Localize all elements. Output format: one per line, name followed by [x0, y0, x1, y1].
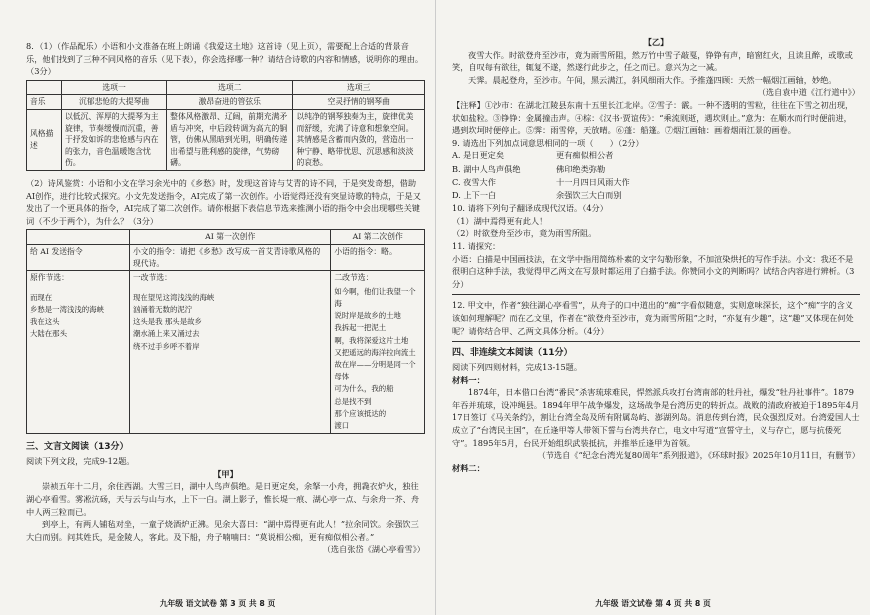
poem-line: 故在岸——分明是同一个母体: [334, 359, 416, 382]
poem-line: 如今啊，他们让我望一个海: [334, 286, 416, 308]
music-table-cell: 激昂奋进的管弦乐: [167, 95, 293, 110]
q8-part1: 8．（1）（作品配乐）小语和小文准备在班上朗诵《我爱这土地》这首诗（见上页），需要配上合适的背景音乐，他们找到了三种不同风格的音乐（见下表），你会选择哪一种？请结合诗歌的内容和情感，说明你的理由。（3分）: [26, 41, 424, 77]
question-11: 11. 请探究：: [452, 240, 501, 251]
poem-line: 我在这头: [30, 317, 60, 327]
question-9: 9. 请选出下列加点词意思相同的一项（ ）（2分）: [452, 137, 644, 148]
option-right: 佛印绝类弥勒: [556, 163, 606, 174]
poem-line: 我拆起一把泥土: [334, 323, 387, 333]
option-left: D. 上下一白: [452, 189, 497, 200]
passage-jia-source: （选自张岱《湖心亭看雪》）: [322, 544, 425, 555]
question-10-1: （1）湖中焉得更有此人！: [452, 215, 548, 226]
question-10-2: （2）时欲登舟至沙市，竟为雨雪所阻。: [452, 228, 597, 239]
poem-line: 渡口: [334, 420, 350, 430]
q9-option-d: [452, 189, 860, 202]
music-table-header: 选项二: [167, 80, 293, 95]
ai-table-cell: [27, 271, 130, 434]
q9-option-c: [452, 176, 860, 189]
ai-table-header: [27, 230, 130, 245]
divider: [452, 294, 860, 295]
ai-table-cell: [331, 271, 425, 434]
question-10: 10. 请将下列句子翻译成现代汉语。（4分）: [452, 203, 608, 214]
poem-line: 说时岸是故乡的土地: [334, 311, 401, 321]
section-3-title: 三、文言文阅读（13分）: [26, 442, 129, 453]
music-table-cell: 风格描述: [27, 109, 62, 170]
page-footer: 九年级 语文试卷 第 4 页 共 8 页: [595, 599, 711, 608]
section-3-intro: 阅读下列文段，完成9-12题。: [26, 456, 135, 467]
passage-jia-title: 【甲】: [213, 468, 238, 479]
poem-line: 乡愁是一湾浅浅的海峡: [30, 304, 104, 314]
ai-table-cell: 小文的指令：请把《乡愁》改写成一首艾青诗歌风格的现代诗。: [130, 244, 331, 270]
option-left: C. 夜雪大作: [452, 176, 496, 187]
ai-table: [26, 229, 425, 434]
poem-line: 又把遥远的海洋拉向流土: [334, 347, 416, 357]
ai-table-header: AI 第一次创作: [130, 230, 331, 245]
q8-part2: （2）诗风鉴赏：小语和小文在学习余光中的《乡愁》时，发现这首诗与艾青的诗不同，于是突发奇想，借助AI创作，进行比较式探究。小文先发送指令，AI完成了第一次创作。小语觉得还没有突显诗歌的特点，于是又发出了一个更具体的指令，AI完成了第二次创作。请你根据下表信息节选来推测小语的指令中会出现哪些关键词（不少于两个），为什么？（3分）: [26, 177, 421, 226]
music-table-cell: 音乐: [27, 95, 62, 110]
section-4-title: 四、非连续文本阅读（11分）: [452, 348, 573, 359]
section-4-intro: 阅读下列四则材料，完成13-15题。: [452, 362, 583, 373]
poem-line: 总是找不到: [334, 396, 372, 406]
poem-line: 可为什么，我的船: [334, 384, 394, 394]
music-table-header: 选项三: [293, 80, 425, 95]
option-right: 十一月四日风雨大作: [556, 176, 630, 187]
question-11-body: 小语：白描是中国画技法，在文学中指用简练朴素的文字勾勒形象，不加渲染烘托的写作手法。小文：我还不是很明白这种手法，我觉得甲乙两文在写景时都运用了白描手法。你赞同小文的判断吗？试结合内容进行辨析。（3分）: [452, 253, 855, 289]
right-page: [435, 0, 870, 615]
poem-line: 而现在: [30, 292, 53, 302]
material-2-title: 材料二：: [452, 462, 485, 473]
q9-option-b: [452, 163, 860, 176]
poem-line: 那个应该抵达的: [334, 408, 387, 418]
option-right: 更有痴似相公者: [556, 150, 614, 161]
music-table-header: [27, 80, 62, 95]
poem-line: 现在望见这湾浅浅的海峡: [133, 292, 215, 302]
annotations: 【注释】①沙市：在湖北江陵县东南十五里长江北岸。②雪子：霰。一种不透明的雪粒，往往在下雪之初出现，状如盐粒。③铮铮：金属撞击声。④棕：《汉书·贾谊传》：“乘流则逝，遇坎则止。”意为：在顺水而行时便前进，遇到坎坷时便停止。⑤霁：雨雪停，天放晴。⑥蓬：船篷。⑦烟江画轴：画着烟雨江景的画卷。: [452, 99, 854, 136]
cell-label: 二改节选：: [334, 273, 374, 283]
music-table-header: 选项一: [62, 80, 167, 95]
option-left: B. 湖中人鸟声俱绝: [452, 163, 521, 174]
ai-table-cell: 小语的指令：略。: [331, 244, 425, 270]
poem-line: 啊，我将深爱这片土地: [334, 335, 409, 345]
question-12: 12. 甲文中，作者“独往湖心亭看雪”，从舟子的口中道出的“痴”字看似随意，实则意味深长，这个“痴”字的含义该如何理解呢？而在乙文里，作者在“欲登舟至沙市，竟为雨雪所阻”之时，“亦复有少趣”，这“趣”又体现在何处呢？请你结合甲、乙两文具体分析。（4分）: [452, 300, 854, 336]
poem-line: 绕不过手乡呼不着岸: [133, 341, 200, 351]
divider: [452, 341, 860, 342]
poem-line: 大陆在那头: [30, 329, 67, 339]
music-table-cell: 沉郁悲怆的大提琴曲: [62, 95, 167, 110]
music-table-cell: 空灵抒情的钢琴曲: [293, 95, 425, 110]
cell-label: 一改节选：: [133, 273, 172, 283]
material-1-source: （节选自《“纪念台湾光复80周年”系列报道》，《环球时报》2025年10月11日，有删节）: [537, 450, 860, 461]
poem-line: 潮水涌上来又涌过去: [133, 329, 200, 339]
material-1-body: 1874年，日本借口台湾“番民”杀害琉球难民，悍然派兵攻打台湾南部的牡丹社，爆发“牡丹社事件”。1879年吞并琉球，设冲绳县。1894年甲午战争爆发，这场战争是台湾历史的转折点。战败的清政府被迫于1895年4月17日签订《马关条约》，割让台湾全岛及所有附属岛屿、澎湖列岛。消息传到台湾，民众强烈反对。台湾爱国人士成立了“台湾民主国”，在丘逢甲等人带领下誓与台湾共存亡，电文中写道“宣誓守土，义与存亡，愿与抗倭死守”。1895年5月，台民开始组织武装抵抗，并推举丘逢甲为首领。: [452, 387, 860, 448]
option-right: 余强饮三大白而别: [556, 189, 622, 200]
passage-yi-title: 【乙】: [643, 37, 669, 47]
music-table: [26, 80, 425, 171]
passage-jia-para-2: 到亭上，有两人铺毡对坐，一童子烧酒炉正沸。见余大喜曰：“湖中焉得更有此人！”拉余同饮。余强饮三大白而别。问其姓氏，是金陵人，客此。及下船，舟子喃喃曰：“莫说相公痴，更有痴似相公者。”: [26, 519, 419, 542]
ai-table-cell: [130, 271, 331, 434]
ai-table-header: AI 第二次创作: [331, 230, 425, 245]
page-footer: 九年级 语文试卷 第 3 页 共 8 页: [159, 599, 276, 608]
passage-yi-source: （选自袁中道《江行道中》）: [757, 87, 860, 98]
option-left: A. 是日更定矣: [452, 150, 505, 161]
poem-line: 汹涌着无数的泥泞: [133, 304, 193, 314]
music-table-cell: 整体风格激昂、辽阔，前期充满矛盾与冲突，中后段转调为高亢的铜管，仿佛从黑暗到光明，明确传递出希望与胜利感的旋律，气势磅礴。: [167, 109, 293, 170]
q9-option-a: [452, 149, 860, 162]
music-table-cell: 以纯净的钢琴独奏为主，旋律优美而舒缓，充满了诗意和想象空间。其情感是含蓄而内敛的，营造出一种宁静、略带忧思、沉思感和淡淡的哀愁。: [293, 109, 425, 170]
passage-yi-para-2: 天霁。晨起登舟，至沙市。午间，黑云满江，斜风细雨大作。予推蓬四顾：天然一幅烟江画轴，妙绝。: [468, 74, 837, 85]
passage-yi-para-1: 夜雪大作。时欲登舟至沙市，竟为雨雪所阻，然万竹中雪子敲戛，铮铮有声，暗窗红火，且读且醉，或歌或笑，自叹每有欲往，辄复不遂，然遂行此步之，任之而已。意兴为之一减。: [452, 49, 853, 73]
music-table-cell: 以低沉、浑厚的大提琴为主旋律，节奏缓慢而沉重，善于抒发如诉的悲怆感与内在的张力，音色温暖饱含忧伤。: [62, 109, 167, 170]
material-1-title: 材料一：: [452, 374, 485, 385]
ai-table-cell: 给 AI 发送指令: [27, 244, 130, 270]
poem-line: 这头是我 那头是故乡: [133, 317, 202, 327]
cell-label: 原作节选：: [30, 273, 69, 283]
passage-jia-para-1: 崇祯五年十二月，余住西湖。大雪三日，湖中人鸟声俱绝。是日更定矣，余拏一小舟，拥毳衣炉火，独往湖心亭看雪。雾凇沆砀，天与云与山与水，上下一白。湖上影子，惟长堤一痕、湖心亭一点、与余舟一芥、舟中人两三粒而已。: [26, 481, 420, 517]
